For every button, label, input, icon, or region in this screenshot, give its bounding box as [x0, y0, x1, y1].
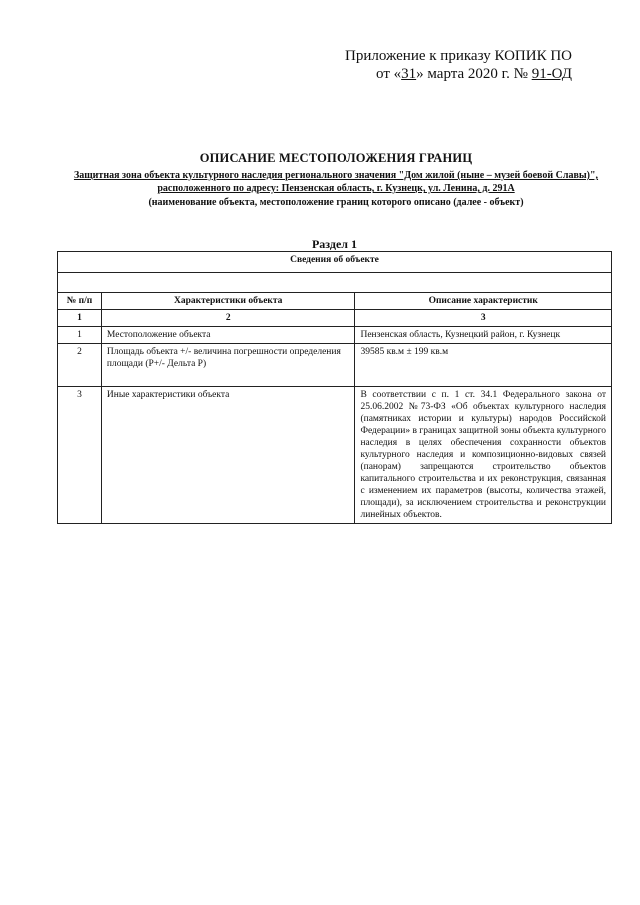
table-spacer-row: [58, 273, 612, 293]
appendix-header: [345, 47, 572, 83]
row-number: 1: [58, 327, 102, 344]
row-description: Пензенская область, Кузнецкий район, г. Кузнецк: [355, 327, 612, 344]
title-block: [60, 151, 612, 209]
object-info-table: [57, 251, 612, 524]
order-number: 91-ОД: [531, 66, 572, 82]
table-row: [58, 344, 612, 387]
order-date-line: [345, 65, 572, 83]
table-caption-row: [58, 252, 612, 273]
object-subject: Защитная зона объекта культурного наследия регионального значения "Дом жилой (ныне – музей боевой Славы)", расположенного по адресу: Пензенская область, г. Кузнецк, ул. Ленина, д. 291А: [73, 170, 599, 194]
column-number: 3: [355, 310, 612, 327]
row-characteristic: Иные характеристики объекта: [101, 387, 355, 524]
header-cell-description: Описание характеристик: [355, 293, 612, 310]
table-header-row: [58, 293, 612, 310]
row-number: 3: [58, 387, 102, 524]
header-cell-num: № п/п: [58, 293, 102, 310]
row-description: 39585 кв.м ± 199 кв.м: [355, 344, 612, 387]
row-characteristic: Местоположение объекта: [101, 327, 355, 344]
spacer-cell: [58, 273, 612, 293]
table-row: [58, 327, 612, 344]
row-description: В соответствии с п. 1 ст. 34.1 Федерального закона от 25.06.2002 №73-ФЗ «Об объектах культурного наследия (памятниках истории и культуры) народов Российской Федерации» в границах защитной зоны объекта культурного наследия в целях обеспечения сохранности объектов культурного наследия и композиционно-видовых связей (панорам) запрещаются строительство объектов капитального строительства и их реконструкция, связанная с изменением их параметров (высоты, количества этажей, площади), за исключением строительства и реконструкции линейных объектов.: [355, 387, 612, 524]
table-row: [58, 387, 612, 524]
appendix-line: Приложение к приказу КОПИК ПО: [345, 48, 572, 64]
document-title: ОПИСАНИЕ МЕСТОПОЛОЖЕНИЯ ГРАНИЦ: [199, 151, 473, 165]
column-number-row: [58, 310, 612, 327]
order-day: 31: [401, 66, 417, 82]
section-title: Раздел 1: [311, 237, 358, 251]
header-cell-characteristic: Характеристики объекта: [101, 293, 355, 310]
column-number: 2: [101, 310, 355, 327]
column-number: 1: [58, 310, 102, 327]
row-characteristic: Площадь объекта +/- величина погрешности определения площади (Р+/- Дельта Р): [101, 344, 355, 387]
subject-caption: (наименование объекта, местоположение границ которого описано (далее - объект): [148, 197, 524, 208]
date-prefix: от «: [376, 66, 402, 82]
date-month-year: » марта 2020 г. №: [416, 66, 532, 82]
section-subtitle: Сведения об объекте: [58, 252, 612, 273]
row-number: 2: [58, 344, 102, 387]
